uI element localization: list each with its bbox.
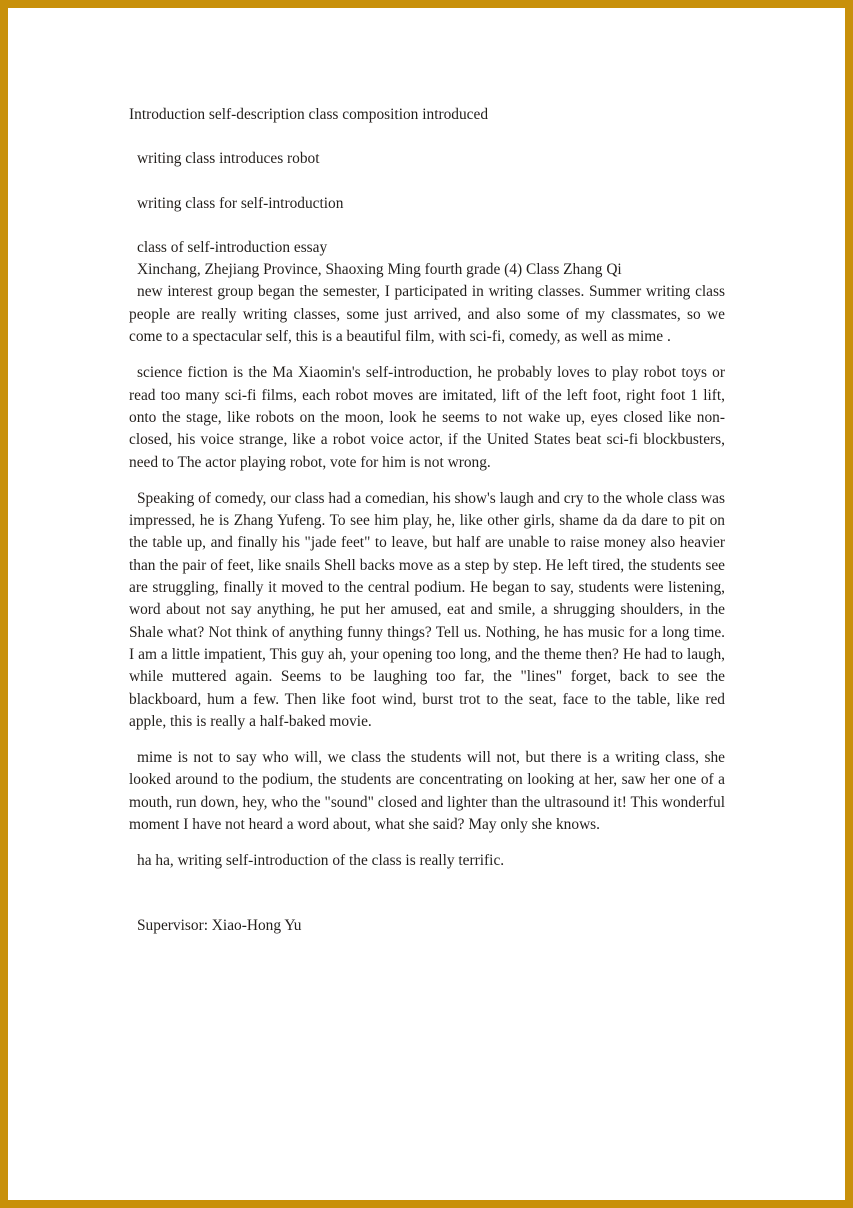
spacer-after-title [129, 126, 725, 148]
spacer-after-heading-2 [129, 215, 725, 237]
heading-writing-class-robot: writing class introduces robot [137, 150, 320, 168]
paragraph-3: Speaking of comedy, our class had a comedian, his show's laugh and cry to the whole class was impressed, he is Zhang Yufeng. To see him play, he, like other girls, shame da da dare to pit on the table up, and finally his "jade feet" to leave, but half are unable to raise money also heavier than the pair of feet, like snails Shell backs move as a step by step. He left tired, the students see are struggling, finally it moved to the central podium. He began to say, students were listening, word about not say anything, he put her amused, eat and smile, a shrugging shoulders, in the Shale what? Not think of anything funny things? Tell us. Nothing, he has music for a long time. I am a little impatient, This guy ah, your opening too long, and the theme then? He had to laugh, while muttered again. Seems to be laughing too far, the "lines" forget, back to see the blackboard, hum a few. Then like foot wind, burst trot to the seat, face to the table, like red apple, this is really a half-baked movie. [129, 489, 729, 730]
spacer-after-paragraph-1 [129, 348, 725, 362]
supervisor-signature: Supervisor: Xiao-Hong Yu [137, 916, 302, 934]
page-sheet [8, 8, 845, 1200]
paragraph-1: new interest group began the semester, I participated in writing classes. Summer writing class people are really writing classes, some just arrived, and also some of my classmates, so we come to a spectacular self, this is a beautiful film, with sci-fi, comedy, as well as mime . [129, 283, 729, 346]
paragraph-4: mime is not to say who will, we class the students will not, but there is a writing class, she looked around to the podium, the students are concentrating on looking at her, saw her one of a mouth, run down, hey, who the "sound" closed and lighter than the ultrasound it! This wonderful moment I have not heard a word about, what she said? May only she knows. [129, 749, 729, 834]
document-title: Introduction self-description class composition introduced [129, 106, 489, 123]
spacer-after-paragraph-3 [129, 733, 725, 747]
heading-class-self-introduction-essay: class of self-introduction essay [137, 238, 328, 256]
document-body [129, 104, 729, 937]
spacer-after-heading-1 [129, 171, 725, 193]
spacer-after-paragraph-2 [129, 474, 725, 488]
paragraph-2: science fiction is the Ma Xiaomin's self-introduction, he probably loves to play robot toys or read too many sci-fi films, each robot moves are imitated, lift of the left foot, right foot 1 lift, onto the stage, like robots on the moon, look he seems to not wake up, eyes closed like non-closed, his voice strange, like a robot voice actor, if the United States beat sci-fi blockbusters, need to The actor playing robot, vote for him is not wrong. [129, 364, 729, 471]
paragraph-5-closing: ha ha, writing self-introduction of the class is really terrific. [137, 852, 505, 870]
heading-writing-class-self-introduction: writing class for self-introduction [137, 194, 344, 212]
spacer-before-signature [129, 873, 725, 915]
spacer-after-paragraph-4 [129, 836, 725, 850]
author-byline: Xinchang, Zhejiang Province, Shaoxing Ming fourth grade (4) Class Zhang Qi [137, 261, 622, 279]
